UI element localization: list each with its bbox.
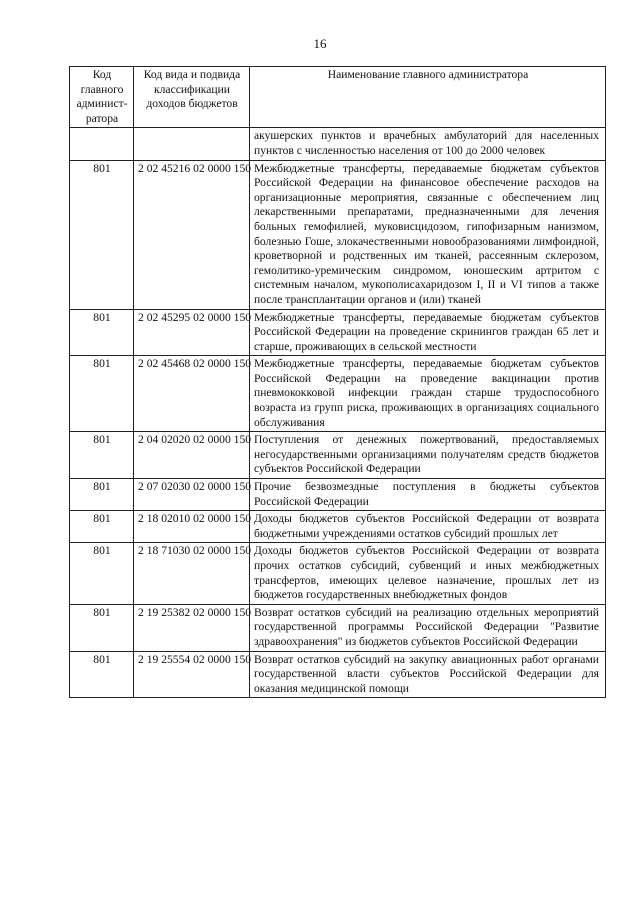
row-admin-code: 801 [70, 511, 134, 543]
table-row [70, 479, 606, 511]
page-number: 16 [313, 36, 327, 51]
table-row [70, 309, 606, 356]
row-administrator-name: Доходы бюджетов субъектов Российской Федерации от возврата прочих остатков субсидий, субвенций и иных межбюджетных трансфертов, имеющих целевое назначение, прошлых лет из бюджетов государственных внебюджетных фондов [250, 543, 606, 604]
row-administrator-name: Межбюджетные трансферты, передаваемые бюджетам субъектов Российской Федерации на финансовое обеспечение расходов на организационные мероприятия, связанные с обеспечением лиц лекарственными препаратами, предназначенными для лечения больных гемофилией, муковисцидозом, гипофизарным нанизмом, болезнью Гоше, злокачественными новообразованиями лимфоидной, кроветворной и родственных им тканей, рассеянным склерозом, гемолитико-уремическим синдромом, юношеским артритом с системным началом, мукополисахаридозом I, II и VI типов а также после трансплантации органов и (или) тканей [250, 160, 606, 309]
row-admin-code: 801 [70, 604, 134, 651]
row-admin-code: 801 [70, 479, 134, 511]
table-row [70, 160, 606, 309]
row-revenue-code: 2 04 02020 02 0000 150 [134, 432, 250, 479]
table-row [70, 511, 606, 543]
row-revenue-code [134, 128, 250, 160]
row-administrator-name: Поступления от денежных пожертвований, предоставляемых негосударственными организациями получателям средств бюджетов субъектов Российской Федерации [250, 432, 606, 479]
table-row [70, 651, 606, 698]
row-revenue-code: 2 02 45295 02 0000 150 [134, 309, 250, 356]
row-revenue-code: 2 19 25554 02 0000 150 [134, 651, 250, 698]
row-administrator-name: Межбюджетные трансферты, передаваемые бюджетам субъектов Российской Федерации на проведение вакцинации против пневмококковой инфекции граждан старше трудоспособного возраста из групп риска, проживающих в организациях социального обслуживания [250, 356, 606, 432]
row-revenue-code: 2 07 02030 02 0000 150 [134, 479, 250, 511]
header-revenue-code [134, 67, 250, 128]
row-admin-code: 801 [70, 356, 134, 432]
row-administrator-name: Прочие безвозмездные поступления в бюджеты субъектов Российской Федерации [250, 479, 606, 511]
table-header-row [70, 67, 606, 128]
row-revenue-code: 2 18 02010 02 0000 150 [134, 511, 250, 543]
table-row [70, 432, 606, 479]
row-administrator-name: Возврат остатков субсидий на закупку авиационных работ органами государственной власти субъектов Российской Федерации для оказания медицинской помощи [250, 651, 606, 698]
row-admin-code: 801 [70, 651, 134, 698]
header-administrator-name-label: Наименование главного администратора [327, 68, 529, 81]
table-row [70, 128, 606, 160]
row-revenue-code: 2 02 45468 02 0000 150 [134, 356, 250, 432]
row-administrator-name: Возврат остатков субсидий на реализацию отдельных мероприятий государственной программы Российской Федерации "Развитие здравоохранения" из бюджетов субъектов Российской Федерации [250, 604, 606, 651]
header-admin-code [70, 67, 134, 128]
header-admin-code-label: Код главного админист-ратора [76, 68, 128, 125]
header-administrator-name [250, 67, 606, 128]
table-row [70, 604, 606, 651]
table-row [70, 356, 606, 432]
row-admin-code: 801 [70, 160, 134, 309]
row-revenue-code: 2 19 25382 02 0000 150 [134, 604, 250, 651]
header-revenue-code-label: Код вида и подвида классификации доходов бюджетов [143, 68, 241, 111]
row-administrator-name: Доходы бюджетов субъектов Российской Федерации от возврата бюджетными учреждениями остатков субсидий прошлых лет [250, 511, 606, 543]
row-admin-code: 801 [70, 543, 134, 604]
table-row [70, 543, 606, 604]
row-admin-code [70, 128, 134, 160]
revenue-classification-table [69, 66, 606, 698]
row-revenue-code: 2 02 45216 02 0000 150 [134, 160, 250, 309]
row-admin-code: 801 [70, 432, 134, 479]
row-administrator-name: Межбюджетные трансферты, передаваемые бюджетам субъектов Российской Федерации на проведение скринингов граждан 65 лет и старше, проживающих в сельской местности [250, 309, 606, 356]
row-administrator-name: акушерских пунктов и врачебных амбулаторий для населенных пунктов с численностью населения от 100 до 2000 человек [250, 128, 606, 160]
row-admin-code: 801 [70, 309, 134, 356]
row-revenue-code: 2 18 71030 02 0000 150 [134, 543, 250, 604]
